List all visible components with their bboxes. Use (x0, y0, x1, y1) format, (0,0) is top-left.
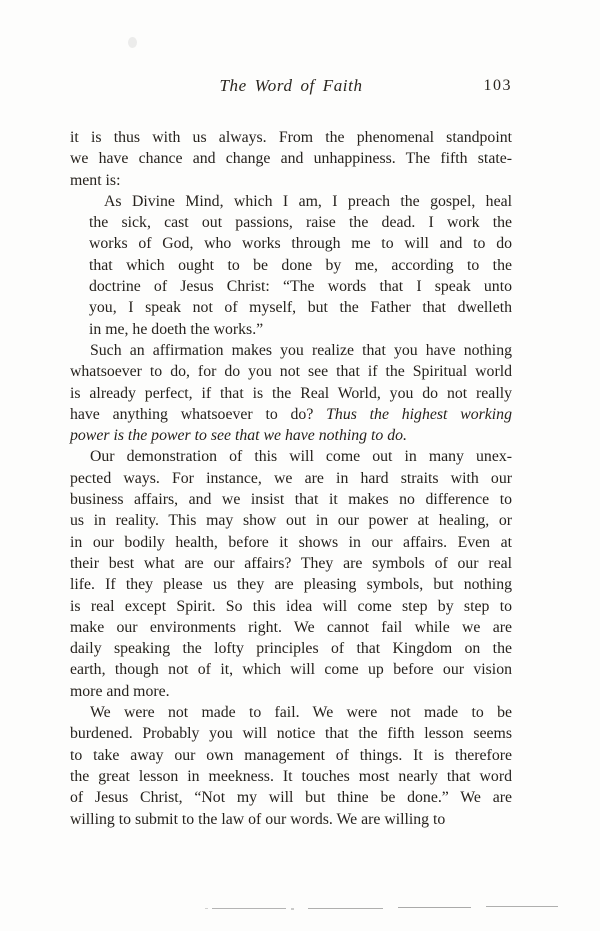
text-line: pected ways. For instance, we are in hard straits with our (70, 469, 512, 487)
text-line: us in reality. This may show out in our power at healing, or (70, 512, 512, 530)
text-line: business affairs, and we insist that it makes no difference to (70, 491, 512, 509)
text-line: burdened. Probably you will notice that the fifth lesson seems (70, 725, 512, 743)
text-line: works of God, who works through me to will and to do (89, 235, 512, 253)
text-line: of Jesus Christ, “Not my will but thine be done.” We are (70, 789, 512, 807)
page-number: 103 (483, 77, 512, 94)
regular-text: have anything whatsoever to do? (70, 405, 327, 423)
running-header (70, 76, 512, 100)
text-line: Our demonstration of this will come out in many unex- (90, 448, 512, 466)
text-line: life. If they please us they are pleasing symbols, but nothing (70, 576, 512, 594)
text-line: the great lesson in meekness. It touches most nearly that word (70, 767, 512, 785)
block-quote (89, 191, 512, 340)
text-line: whatsoever to do, for do you not see that if the Spiritual world (70, 363, 512, 381)
text-line: more and more. (70, 682, 170, 700)
text-line: we have chance and change and unhappiness. The fifth state- (70, 150, 512, 168)
header-title: The Word of Faith (219, 76, 363, 95)
paragraph-demonstration (70, 446, 512, 702)
text-line: that which ought to be done by me, according to the (89, 256, 512, 274)
body-text (70, 127, 512, 830)
text-line: is real except Spirit. So this idea will come step by step to (70, 597, 512, 615)
scan-smudge-mark (128, 37, 137, 48)
text-line: the sick, cast out passions, raise the dead. I work the (89, 214, 512, 232)
paragraph-continuation (70, 127, 512, 191)
rule-segment (486, 906, 558, 907)
rule-segment (212, 908, 286, 909)
text-line: you, I speak not of myself, but the Father that dwelleth (89, 299, 512, 317)
text-line: We were not made to fail. We were not made to be (90, 704, 512, 722)
text-line: is already perfect, if that is the Real World, you do not really (70, 384, 512, 402)
text-line: power is the power to see that we have nothing to do. (70, 427, 407, 445)
text-line: in our bodily health, before it shows in our affairs. Even at (70, 533, 512, 551)
text-line: their best what are our affairs? They are symbols of our real (70, 554, 512, 572)
text-line: daily speaking the lofty principles of that Kingdom on the (70, 640, 512, 658)
paragraph-affirmation (70, 340, 512, 446)
rule-segment (398, 907, 471, 908)
text-line: ment is: (70, 171, 121, 189)
text-line: to take away our own management of things. It is therefore (70, 746, 512, 764)
text-line: earth, though not of it, which will come up before our vision (70, 661, 512, 679)
rule-dot (291, 908, 294, 910)
rule-dot (205, 908, 208, 909)
text-line: Such an affirmation makes you realize that you have nothing (90, 341, 512, 359)
paragraph-meekness (70, 702, 512, 830)
italic-emphasis: Thus the highest working (326, 405, 512, 423)
text-line: As Divine Mind, which I am, I preach the gospel, heal (104, 192, 512, 210)
text-line: it is thus with us always. From the phenomenal standpoint (70, 129, 512, 146)
rule-segment (308, 908, 383, 909)
text-line: willing to submit to the law of our words. We are willing to (70, 810, 446, 828)
text-line (70, 404, 512, 425)
text-line: in me, he doeth the works.” (89, 320, 264, 338)
text-line: make our environments right. We cannot fail while we are (70, 618, 512, 636)
text-line: doctrine of Jesus Christ: “The words that I speak unto (89, 278, 512, 296)
